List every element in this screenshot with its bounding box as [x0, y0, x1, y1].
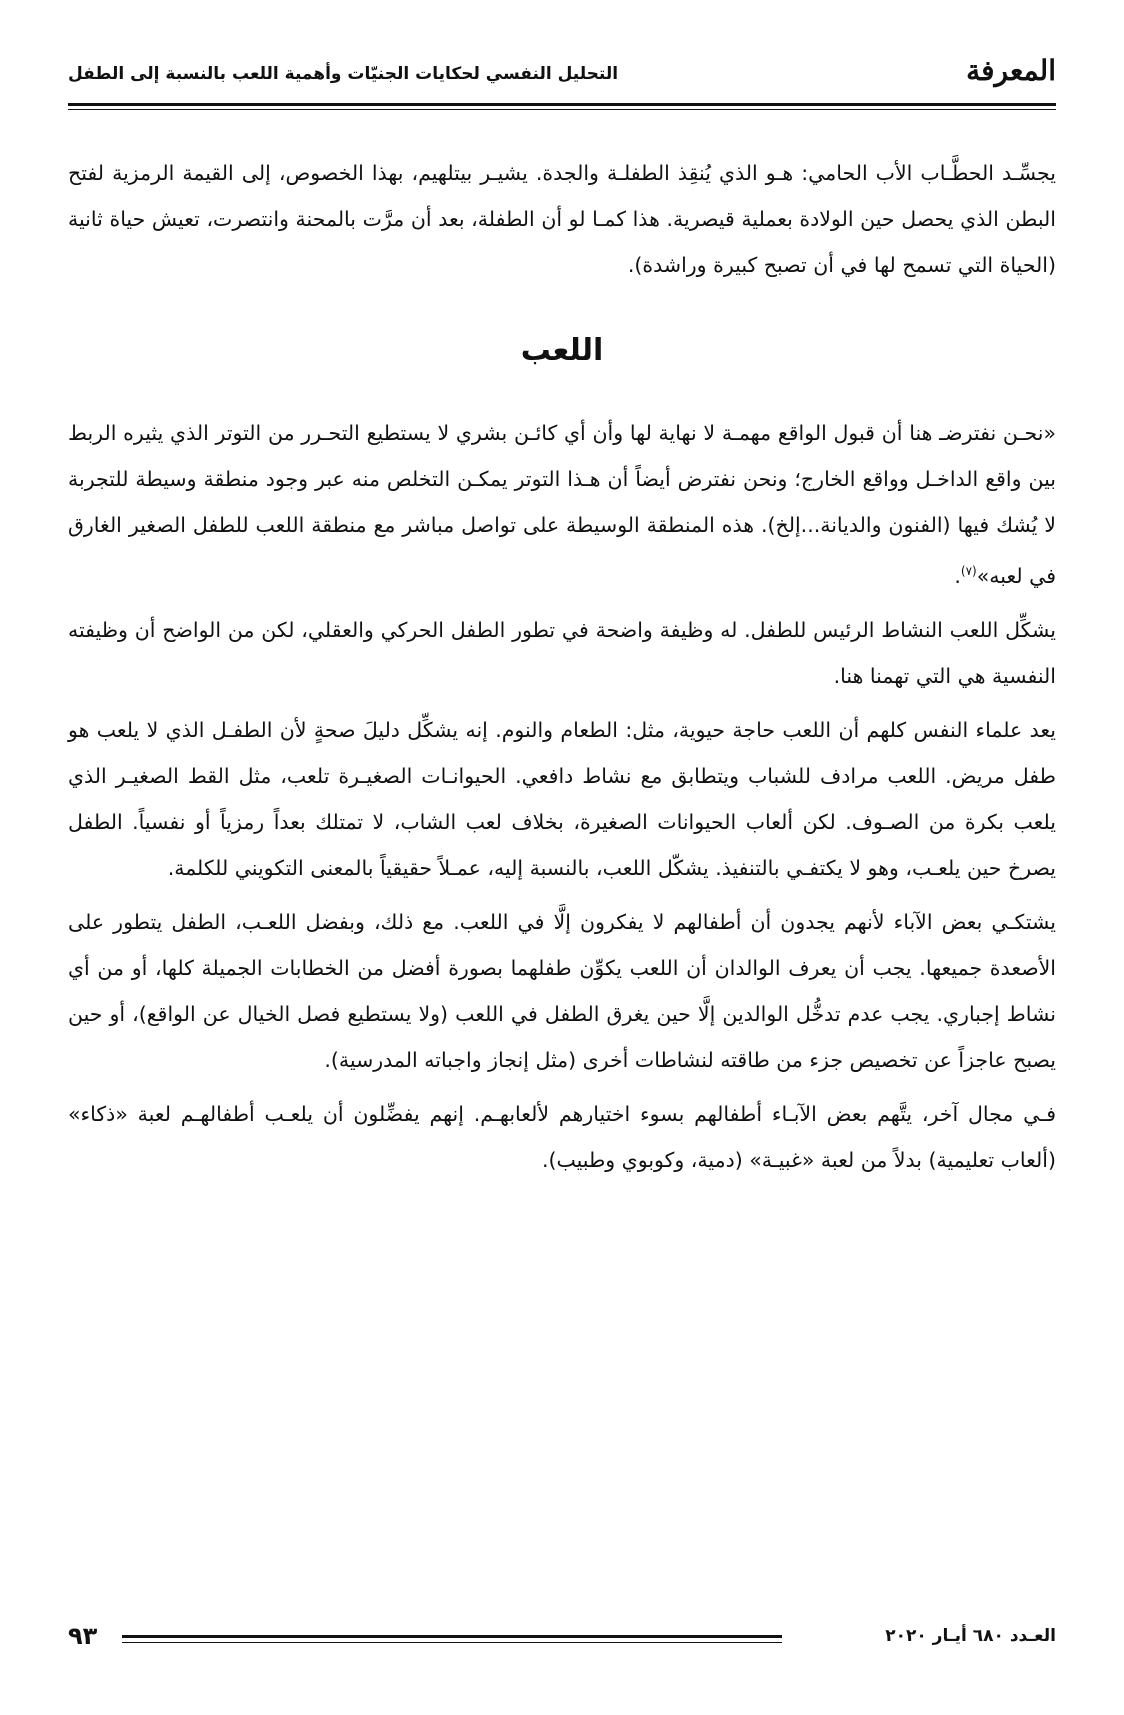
body-paragraph: يشكِّل اللعب النشاط الرئيس للطفل. له وظيفة واضحة في تطور الطفل الحركي والعقلي، لكن من الواضح أن وظيفته النفسية هي التي تهمنا هنا.: [68, 617, 1056, 688]
header-rule-thin: [68, 109, 1056, 110]
body-paragraph: فـي مجال آخر، يتَّهم بعض الآبـاء أطفالهم بسوء اختيارهم لألعابهـم. إنهم يفضِّلون أن يلعـب أطفالهـم لعبة «ذكاء» (ألعاب تعليمية) بدلاً من لعبة «غبيـة» (دمية، وكوبوي وطبيب).: [68, 1101, 1056, 1172]
article-body: [68, 150, 1056, 1191]
intro-paragraph: يجسِّـد الحطَّـاب الأب الحامي: هـو الذي يُنقِذ الطفلـة والجدة. يشيـر بيتلهيم، بهذا الخصوص، إلى القيمة الرمزية لفتح البطن الذي يحصل حين الولادة بعملية قيصرية. هذا كمـا لو أن الطفلة، بعد أن مرَّت بالمحنة وانتصرت، تعيش حياة ثانية (الحياة التي تسمح لها في أن تصبح كبيرة وراشدة).: [68, 161, 1056, 277]
journal-logo: المعرفة: [966, 54, 1056, 87]
body-paragraph: يشتكـي بعض الآباء لأنهم يجدون أن أطفالهم لا يفكرون إلَّا في اللعب. مع ذلك، وبفضل اللعـب، الطفل يتطور على الأصعدة جميعها. يجب أن يعرف الوالدان أن اللعب يكوِّن طفلهما بصورة أفضل من الخطابات الجميلة كلها، أو من أي نشاط إجباري. يجب عدم تدخُّل الوالدين إلَّا حين يغرق الطفل في اللعب (ولا يستطيع فصل الخيال عن الواقع)، أو حين يصبح عاجزاً عن تخصيص جزء من طاقته لنشاطات أخرى (مثل إنجاز واجباته المدرسية).: [68, 909, 1056, 1072]
quote-end: .: [954, 563, 961, 588]
section-heading: اللعب: [520, 333, 604, 368]
quote-paragraph: [68, 410, 1056, 599]
page-footer: [68, 1622, 1056, 1662]
page-header: [68, 50, 1056, 102]
page-number: ٩٣: [68, 1622, 98, 1650]
running-title: التحليل النفسي لحكايات الجنيّات وأهمية اللعب بالنسبة إلى الطفل: [68, 64, 619, 84]
quote-text: «نحـن نفترضـ هنا أن قبول الواقع مهمـة لا نهاية لها وأن أي كائـن بشري لا يستطيع التحـرر من التوتر الذي يثيره الربط بين واقع الداخـل وواقع الخارج؛ ونحن نفترض أيضاً أن هـذا التوتر يمكـن التخلص منه عبر وجود منطقة وسيطة للتجربة لا يُشك فيها (الفنون والديانة...إلخ). هذه المنطقة الوسيطة على تواصل مباشر مع منطقة اللعب للطفل الصغير الغارق في لعبه»: [68, 421, 1056, 588]
header-rule: [68, 103, 1056, 106]
body-paragraph: يعد علماء النفس كلهم أن اللعب حاجة حيوية، مثل: الطعام والنوم. إنه يشكِّل دليلَ صحةٍ لأن الطفـل الذي لا يلعب هو طفل مريض. اللعب مرادف للشباب ويتطابق مع نشاط دافعي. الحيوانـات الصغيـرة تلعب، مثل القط الصغيـر الذي يلعب بكرة من الصـوف. لكن ألعاب الحيوانات الصغيرة، بخلاف لعب الشاب، لا تمتلك بعداً رمزياً أو نفسياً. الطفل يصرخ حين يلعـب، وهو لا يكتفـي بالتنفيذ. يشكّل اللعب، بالنسبة إليه، عمـلاً حقيقياً بالمعنى التكويني للكلمة.: [68, 717, 1056, 880]
footnote-ref: (٧): [960, 564, 977, 578]
issue-label: العـدد ٦٨٠ أيـار ٢٠٢٠: [885, 1626, 1056, 1646]
